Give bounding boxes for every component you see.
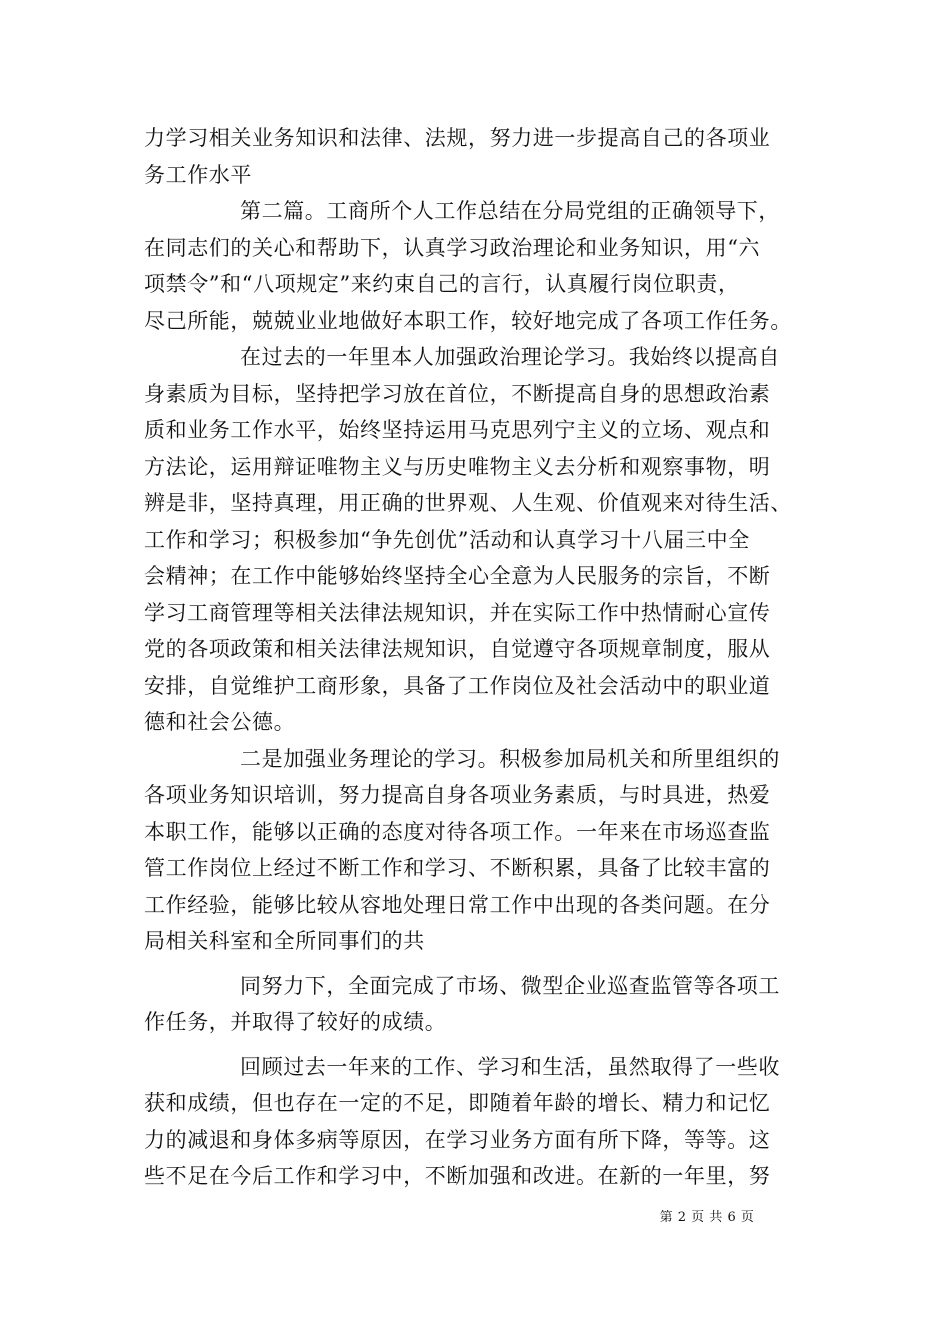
text-line: 项禁令”和“八项规定”来约束自己的言行，认真履行岗位职责， <box>144 272 740 296</box>
page-footer <box>0 1206 950 1225</box>
paragraph-gap <box>144 960 816 968</box>
paragraph-gap <box>144 1041 816 1049</box>
body-text <box>144 120 816 1195</box>
text-line: 辨是非，坚持真理，用正确的世界观、人生观、价值观来对待生活、 <box>144 491 792 515</box>
text-line: 些不足在今后工作和学习中，不断加强和改进。在新的一年里，努 <box>144 1164 771 1188</box>
text-line: 在同志们的关心和帮助下，认真学习政治理论和业务知识，用“六 <box>144 235 761 260</box>
text-line: 工作经验，能够比较从容地处理日常工作中出现的各类问题。在分 <box>144 892 771 917</box>
text-line: 作任务，并取得了较好的成绩。 <box>144 1010 447 1034</box>
text-line: 获和成绩，但也存在一定的不足，即随着年龄的增长、精力和记忆 <box>144 1091 771 1115</box>
text-line: 党的各项政策和相关法律法规知识，自觉遵守各项规章制度，服从 <box>144 637 771 661</box>
text-line: 同努力下，全面完成了市场、微型企业巡查监管等各项工 <box>240 973 780 998</box>
text-line: 方法论，运用辩证唯物主义与历史唯物主义去分析和观察事物，明 <box>144 454 771 479</box>
text-line: 力学习相关业务知识和法律、法规，努力进一步提高自己的各项业 <box>144 126 771 150</box>
text-line: 学习工商管理等相关法律法规知识，并在实际工作中热情耐心宣传 <box>144 600 771 625</box>
text-line: 尽己所能，兢兢业业地做好本职工作，较好地完成了各项工作任务。 <box>144 308 792 333</box>
text-line: 力的减退和身体多病等原因，在学习业务方面有所下降，等等。这 <box>144 1127 771 1152</box>
text-line: 回顾过去一年来的工作、学习和生活，虽然取得了一些收 <box>240 1054 780 1079</box>
text-line: 德和社会公德。 <box>144 710 296 734</box>
text-line: 第二篇。工商所个人工作总结在分局党组的正确领导下， <box>240 199 780 223</box>
text-line: 二是加强业务理论的学习。积极参加局机关和所里组织的 <box>240 746 780 771</box>
text-line: 各项业务知识培训，努力提高自身各项业务素质，与时具进，热爱 <box>144 783 771 807</box>
text-line: 局相关科室和全所同事们的共 <box>144 929 425 953</box>
text-line: 身素质为目标，坚持把学习放在首位，不断提高自身的思想政治素 <box>144 381 771 406</box>
text-line: 质和业务工作水平，始终坚持运用马克思列宁主义的立场、观点和 <box>144 418 771 442</box>
page-number: 第 2 页 共 6 页 <box>659 1210 755 1225</box>
text-line: 安排，自觉维护工商形象，具备了工作岗位及社会活动中的职业道 <box>144 673 771 698</box>
text-line: 务工作水平 <box>144 162 252 187</box>
text-line: 在过去的一年里本人加强政治理论学习。我始终以提高自 <box>240 345 780 369</box>
text-line: 管工作岗位上经过不断工作和学习、不断积累，具备了比较丰富的 <box>144 856 771 880</box>
text-line: 会精神；在工作中能够始终坚持全心全意为人民服务的宗旨，不断 <box>144 564 771 588</box>
text-line: 本职工作，能够以正确的态度对待各项工作。一年来在市场巡查监 <box>144 819 771 844</box>
text-line: 工作和学习；积极参加“争先创优”活动和认真学习十八届三中全 <box>144 527 750 552</box>
